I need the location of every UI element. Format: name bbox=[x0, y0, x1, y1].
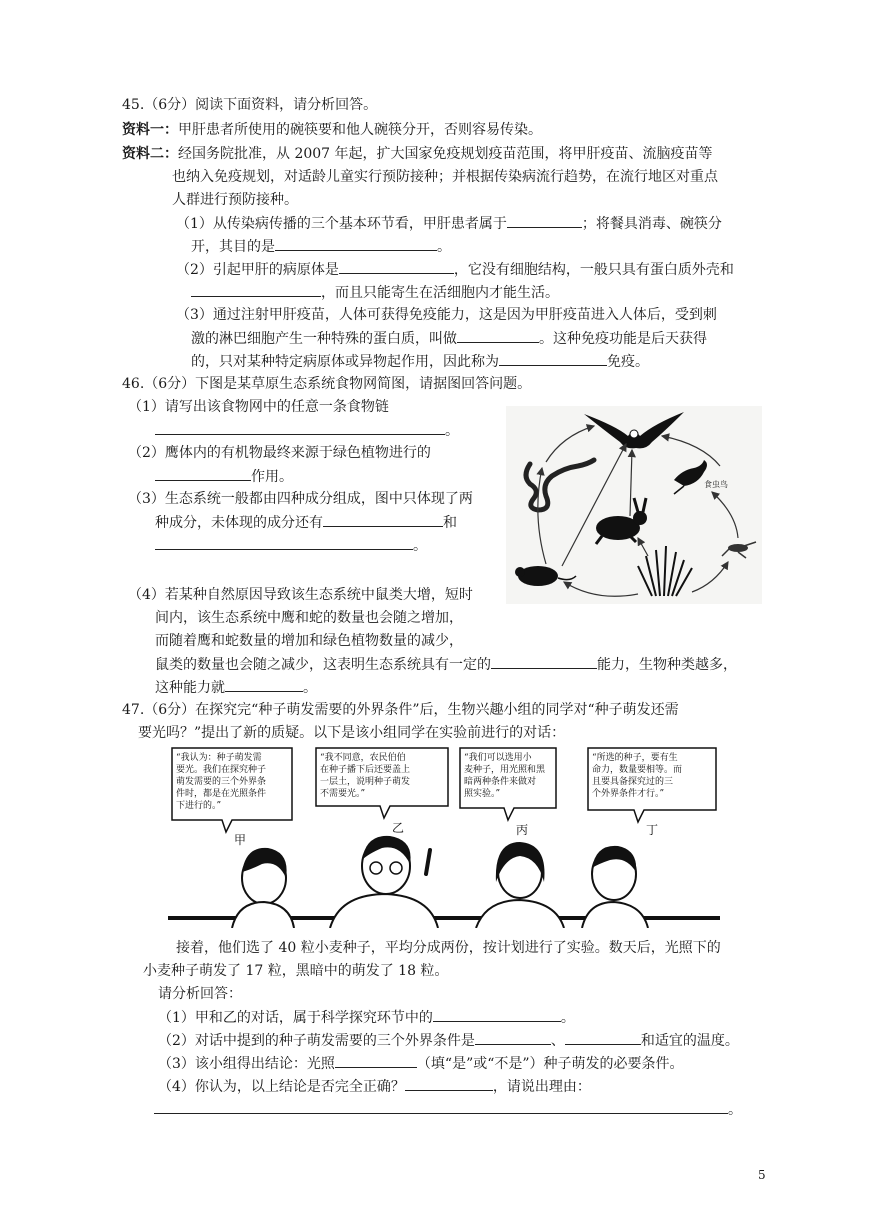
q45-material-1: 资料一：甲肝患者所使用的碗筷要和他人碗筷分开，否则容易传染。 bbox=[122, 122, 542, 138]
answer-blank[interactable] bbox=[191, 282, 321, 297]
answer-blank[interactable] bbox=[475, 1030, 551, 1045]
speech-bubble-line: “我认为：种子萌发需 bbox=[176, 753, 262, 763]
speech-bubble-line: 下进行的。” bbox=[176, 801, 222, 811]
q46-sub1-blank: 。 bbox=[155, 420, 459, 441]
speech-bubble-line: 一层土，说明种子萌发 bbox=[320, 777, 411, 787]
answer-blank[interactable] bbox=[275, 236, 437, 251]
speech-bubble-line: 不需要光。” bbox=[320, 789, 366, 799]
q46-sub4-cont3: 鼠类的数量也会随之减少，这表明生态系统具有一定的 能力，生物种类越多， bbox=[155, 654, 737, 675]
answer-blank[interactable] bbox=[499, 351, 607, 366]
speech-bubble-line: 照实验。” bbox=[464, 789, 501, 799]
q47-prompt: 请分析回答： bbox=[158, 986, 242, 1002]
answer-blank[interactable] bbox=[339, 259, 454, 274]
answer-blank[interactable] bbox=[433, 1007, 561, 1022]
q45-sub3-cont2: 的，只对某种特定病原体或异物起作用，因此称为 免疫。 bbox=[191, 351, 649, 372]
dialogue-cartoon bbox=[168, 742, 720, 928]
q45-heading: 45.（6分）阅读下面资料，请分析回答。 bbox=[122, 97, 378, 113]
q46-sub4-cont1: 间内，该生态系统中鹰和蛇的数量也会随之增加， bbox=[155, 610, 463, 626]
q47-sub4: （4）你认为，以上结论是否完全正确？ ，请说出理由： bbox=[158, 1076, 591, 1097]
q46-sub4-cont2: 而随着鹰和蛇数量的增加和绿色植物数量的减少， bbox=[155, 633, 463, 649]
q45-material-2: 资料二：经国务院批准，从 2007 年起，扩大国家免疫规划疫苗范围，将甲肝疫苗、流脑疫苗等 bbox=[122, 146, 713, 162]
q46-sub1: （1）请写出该食物网中的任意一条食物链 bbox=[128, 399, 389, 415]
q47-sub1: （1）甲和乙的对话，属于科学探究环节中的 。 bbox=[158, 1007, 575, 1028]
answer-blank[interactable] bbox=[491, 654, 597, 669]
q46-sub3-blank: 。 bbox=[155, 535, 427, 556]
speech-bubble-line: “所选的种子，要有生 bbox=[592, 753, 678, 763]
answer-blank[interactable] bbox=[565, 1030, 641, 1045]
speech-bubble-line: 麦种子，用光照和黑 bbox=[464, 765, 546, 775]
q45-sub3-cont: 激的淋巴细胞产生一种特殊的蛋白质，叫做 。这种免疫功能是后天获得 bbox=[191, 328, 707, 349]
answer-blank[interactable] bbox=[155, 466, 251, 481]
q46-sub2: （2）鹰体内的有机物最终来源于绿色植物进行的 bbox=[128, 445, 431, 461]
q45-sub1: （1）从传染病传播的三个基本环节看，甲肝患者属于 ；将餐具消毒、碗筷分 bbox=[176, 213, 722, 234]
q46-sub3-cont: 种成分，未体现的成分还有 和 bbox=[155, 512, 457, 533]
speech-bubble-line: 暗两种条件来做对 bbox=[464, 777, 537, 787]
answer-blank[interactable] bbox=[507, 213, 582, 228]
answer-blank[interactable] bbox=[335, 1053, 417, 1068]
speech-bubble-line: 萌发需要的三个外界条 bbox=[176, 777, 267, 787]
answer-blank[interactable] bbox=[405, 1076, 493, 1091]
speech-bubble-line: 要光。我们在探究种子 bbox=[176, 765, 267, 775]
q47-sub3: （3）该小组得出结论：光照 （填“是”或“不是”）种子萌发的必要条件。 bbox=[158, 1053, 684, 1074]
speaker-name-ding: 丁 bbox=[646, 823, 659, 837]
speaker-name-yi: 乙 bbox=[392, 821, 405, 835]
answer-blank[interactable] bbox=[155, 420, 445, 435]
food-web-figure bbox=[506, 406, 762, 604]
q45-sub1-cont: 开，其目的是 。 bbox=[191, 236, 451, 257]
speaker-name-bing: 丙 bbox=[516, 823, 529, 837]
q46-sub2-cont: 作用。 bbox=[155, 466, 293, 487]
q45-material-2-line2: 也纳入免疫规划，对适龄儿童实行预防接种；并根据传染病流行趋势，在流行地区对重点 bbox=[172, 169, 718, 185]
q47-text-2: 小麦种子萌发了 17 粒，黑暗中的萌发了 18 粒。 bbox=[143, 963, 449, 979]
q46-sub4: （4）若某种自然原因导致该生态系统中鼠类大增，短时 bbox=[128, 587, 473, 603]
answer-blank[interactable] bbox=[457, 328, 539, 343]
q47-text-1: 接着，他们选了 40 粒小麦种子，平均分成两份，按计划进行了实验。数天后，光照下的 bbox=[176, 940, 721, 956]
figure-label-bird: 食虫鸟 bbox=[704, 480, 728, 489]
speech-bubble-line: 个外界条件才行。” bbox=[592, 789, 665, 799]
speech-bubble-line: 且要具备探究过的三 bbox=[592, 777, 674, 787]
q47-sub4-blank: 。 bbox=[154, 1099, 742, 1120]
q45-sub2-cont: ，而且只能寄生在活细胞内才能生活。 bbox=[191, 282, 559, 303]
answer-blank[interactable] bbox=[154, 1099, 728, 1114]
q47-sub2: （2）对话中提到的种子萌发需要的三个外界条件是 、 和适宜的温度。 bbox=[158, 1030, 739, 1051]
speaker-name-jia: 甲 bbox=[234, 833, 247, 847]
speech-bubble-line: 命力，数量要相等。而 bbox=[592, 765, 683, 775]
q45-sub2: （2）引起甲肝的病原体是 ，它没有细胞结构，一般只具有蛋白质外壳和 bbox=[176, 259, 734, 280]
speech-bubble-line: 件时，都是在光照条件 bbox=[176, 789, 267, 799]
page-number: 5 bbox=[758, 1168, 766, 1182]
answer-blank[interactable] bbox=[225, 677, 303, 692]
speech-bubble-line: “我们可以选用小 bbox=[464, 753, 532, 763]
answer-blank[interactable] bbox=[155, 535, 413, 550]
q45-material-2-line3: 人群进行预防接种。 bbox=[172, 192, 298, 208]
q47-heading: 47.（6分）在探究完“种子萌发需要的外界条件”后，生物兴趣小组的同学对“种子萌发还需 bbox=[122, 702, 679, 718]
speech-bubble-line: “我不同意，农民伯伯 bbox=[320, 753, 406, 763]
q46-sub4-cont4: 这种能力就 。 bbox=[155, 677, 317, 698]
q46-sub3: （3）生态系统一般都由四种成分组成，图中只体现了两 bbox=[128, 491, 473, 507]
q45-sub3: （3）通过注射甲肝疫苗，人体可获得免疫能力，这是因为甲肝疫苗进入人体后，受到刺 bbox=[176, 307, 717, 323]
speech-bubble-line: 在种子播下后还要盖上 bbox=[320, 765, 411, 775]
q46-heading: 46.（6分）下图是某草原生态系统食物网简图，请据图回答问题。 bbox=[122, 376, 532, 392]
q47-heading-cont: 要光吗？”提出了新的质疑。以下是该小组同学在实验前进行的对话： bbox=[138, 725, 566, 741]
answer-blank[interactable] bbox=[323, 512, 443, 527]
